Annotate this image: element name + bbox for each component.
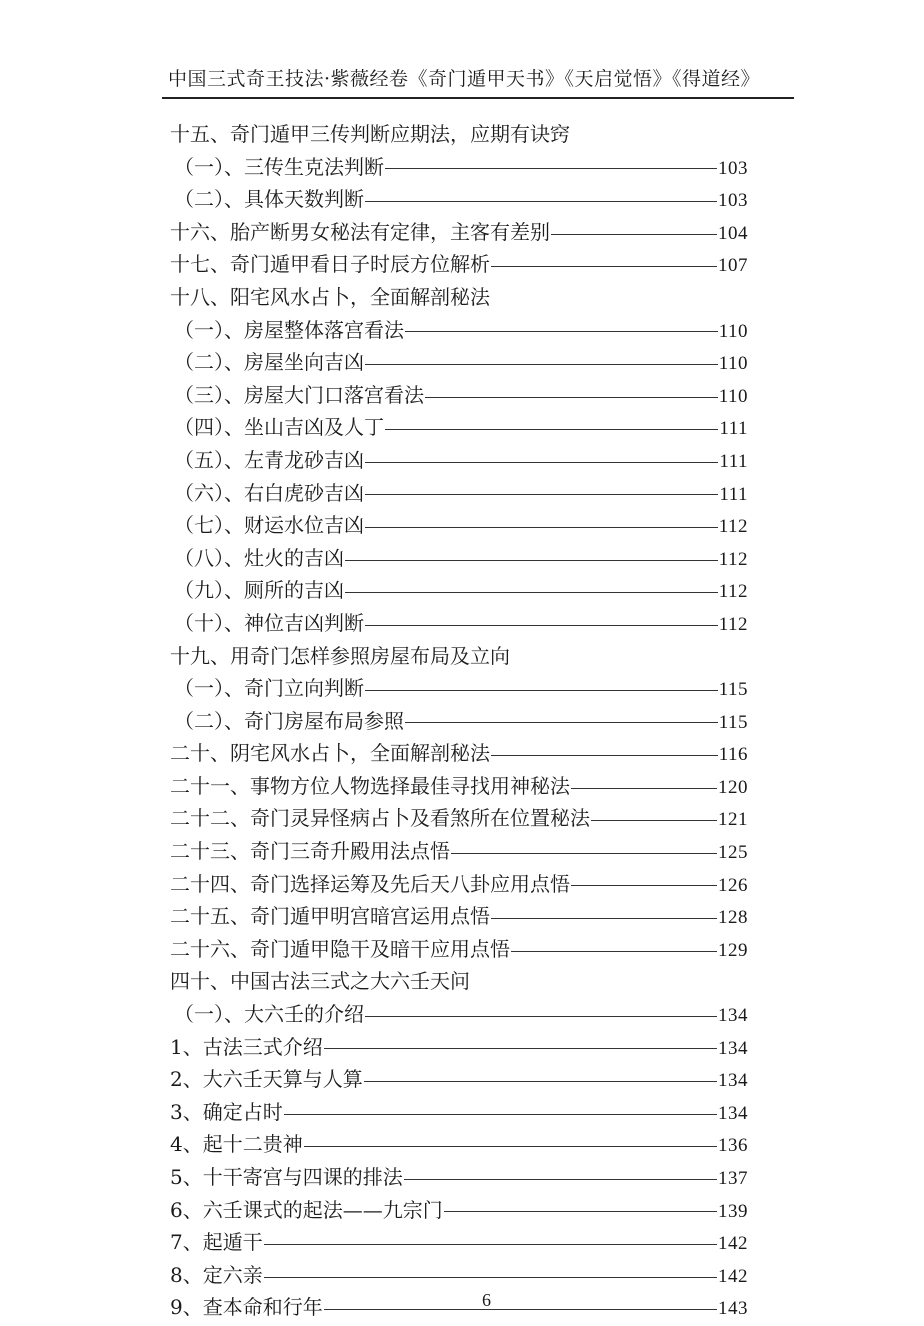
toc-entry-page: 112 — [718, 516, 748, 538]
toc-leader-line — [491, 266, 717, 267]
toc-leader-line — [491, 918, 717, 919]
toc-entry-title: （六）、右白虎砂吉凶 — [174, 480, 364, 505]
toc-leader-line — [571, 885, 717, 886]
toc-entry — [170, 1128, 748, 1161]
toc-entry — [170, 444, 748, 477]
toc-entry-title: 3、确定占时 — [170, 1099, 283, 1124]
toc-leader-line — [405, 331, 718, 332]
toc-entry — [170, 411, 748, 444]
toc-entry-title: 二十三、奇门三奇升殿用法点悟 — [170, 839, 450, 864]
toc-entry-title: （四）、坐山吉凶及人丁 — [174, 415, 384, 440]
toc-entry-page: 107 — [718, 255, 748, 277]
toc-entry-page: 134 — [718, 1005, 748, 1027]
toc-entry — [170, 346, 748, 379]
toc-entry-page: 104 — [718, 222, 748, 244]
toc-entry — [170, 1226, 748, 1259]
toc-leader-line — [365, 462, 718, 463]
toc-entry-title: 二十一、事物方位人物选择最佳寻找用神秘法 — [170, 773, 570, 798]
toc-leader-line — [551, 234, 717, 235]
toc-entry-page: 126 — [718, 874, 748, 896]
toc-entry-title: 6、六壬课式的起法——九宗门 — [170, 1197, 443, 1222]
toc-entry — [170, 1031, 748, 1064]
toc-entry — [170, 314, 748, 347]
toc-entry-title: 1、古法三式介绍 — [170, 1034, 323, 1059]
toc-entry-title: （三）、房屋大门口落宫看法 — [174, 382, 424, 407]
toc-entry-title: （七）、财运水位吉凶 — [174, 513, 364, 538]
toc-entry-page: 115 — [718, 711, 748, 733]
toc-entry — [170, 183, 748, 216]
toc-leader-line — [491, 755, 718, 756]
toc-entry-page: 111 — [719, 450, 748, 472]
toc-entry-title: 二十五、奇门遁甲明宫暗宫运用点悟 — [170, 904, 490, 929]
toc-leader-line — [345, 592, 718, 593]
toc-entry-page: 143 — [718, 1298, 748, 1320]
toc-entry-page: 137 — [718, 1168, 748, 1189]
toc-entry-title: 二十六、奇门遁甲隐干及暗干应用点悟 — [170, 936, 510, 961]
toc-entry — [170, 151, 748, 184]
toc-entry — [170, 868, 748, 901]
toc-entry — [170, 216, 748, 249]
toc-entry-title: （二）、房屋坐向吉凶 — [174, 350, 364, 375]
toc-entry-title: 十七、奇门遁甲看日子时辰方位解析 — [170, 252, 490, 277]
toc-entry-title: （五）、左青龙砂吉凶 — [174, 447, 364, 472]
toc-leader-line — [264, 1244, 717, 1245]
toc-entry — [170, 281, 748, 314]
toc-leader-line — [365, 201, 717, 202]
toc-entry-title: 2、大六壬天算与人算 — [170, 1067, 363, 1092]
toc-entry-page: 103 — [718, 157, 748, 179]
toc-entry — [170, 509, 748, 542]
toc-entry-title: （二）、奇门房屋布局参照 — [174, 708, 404, 733]
toc-leader-line — [365, 494, 718, 495]
page-number: 6 — [482, 1290, 491, 1310]
toc-entry-title: （一）、房屋整体落宫看法 — [174, 317, 404, 342]
toc-entry — [170, 705, 748, 738]
toc-entry-title: 7、起遁干 — [170, 1230, 263, 1255]
toc-leader-line — [364, 1081, 717, 1082]
toc-entry — [170, 1161, 748, 1194]
toc-entry-title: 十九、用奇门怎样参照房屋布局及立向 — [170, 643, 510, 668]
toc-entry-title: 4、起十二贵神 — [170, 1132, 303, 1157]
header-rule — [162, 97, 794, 99]
toc-entry-page: 134 — [718, 1037, 748, 1059]
toc-entry — [170, 835, 748, 868]
toc-entry-title: （一）、大六壬的介绍 — [174, 1002, 364, 1027]
toc-entry-title: （一）、奇门立向判断 — [174, 676, 364, 701]
toc-leader-line — [264, 1277, 717, 1278]
toc-entry-page: 134 — [718, 1102, 748, 1124]
toc-entry — [170, 607, 748, 640]
toc-leader-line — [365, 625, 718, 626]
toc-entry — [170, 248, 748, 281]
toc-leader-line — [365, 690, 718, 691]
toc-entry — [170, 965, 748, 998]
toc-entry — [170, 1194, 748, 1227]
toc-entry — [170, 118, 748, 151]
toc-entry — [170, 998, 748, 1031]
toc-leader-line — [405, 722, 718, 723]
toc-entry-title: （一）、三传生克法判断 — [174, 154, 384, 179]
toc-entry-page: 112 — [718, 548, 748, 570]
toc-leader-line — [304, 1146, 717, 1147]
toc-entry-page: 125 — [718, 842, 748, 864]
toc-entry-page: 129 — [718, 939, 748, 961]
toc-entry-page: 111 — [719, 418, 748, 440]
toc-entry-title: （十）、神位吉凶判断 — [174, 610, 364, 635]
toc-entry — [170, 900, 748, 933]
toc-leader-line — [324, 1309, 717, 1310]
toc-leader-line — [385, 168, 717, 169]
toc-entry-page: 112 — [718, 613, 748, 635]
toc-leader-line — [324, 1048, 717, 1049]
toc-entry-page: 111 — [719, 483, 748, 505]
toc-entry-page: 136 — [718, 1135, 748, 1157]
toc-entry — [170, 1259, 748, 1292]
toc-entry — [170, 933, 748, 966]
toc-entry — [170, 379, 748, 412]
toc-entry — [170, 542, 748, 575]
toc-entry-title: 二十二、奇门灵异怪病占卜及看煞所在位置秘法 — [170, 806, 590, 831]
toc-entry-title: 四十、中国古法三式之大六壬天问 — [170, 969, 470, 994]
toc-leader-line — [404, 1179, 717, 1180]
toc-entry-title: 二十、阴宅风水占卜，全面解剖秘法 — [170, 741, 490, 766]
toc-entry-title: 8、定六亲 — [170, 1262, 263, 1287]
toc-leader-line — [365, 527, 718, 528]
toc-entry — [170, 574, 748, 607]
toc-entry-title: （九）、厕所的吉凶 — [174, 578, 344, 603]
toc-entry-page: 115 — [718, 679, 748, 701]
toc-leader-line — [511, 951, 717, 952]
toc-entry-page: 110 — [718, 385, 748, 407]
toc-leader-line — [444, 1211, 717, 1212]
toc-entry — [170, 1291, 748, 1324]
toc-entry-page: 112 — [718, 581, 748, 603]
toc-entry — [170, 737, 748, 770]
toc-entry — [170, 1063, 748, 1096]
toc-entry — [170, 672, 748, 705]
toc-entry-page: 142 — [718, 1265, 748, 1287]
toc-entry — [170, 1096, 748, 1129]
toc-entry-page: 139 — [718, 1200, 748, 1222]
toc-entry — [170, 640, 748, 673]
toc-entry-page: 121 — [718, 809, 748, 831]
toc-leader-line — [345, 560, 718, 561]
toc-entry-page: 120 — [718, 776, 748, 798]
toc-entry — [170, 477, 748, 510]
toc-entry-title: 5、十干寄宫与四课的排法 — [170, 1165, 403, 1189]
toc-leader-line — [385, 429, 718, 430]
toc-entry-page: 142 — [718, 1233, 748, 1255]
toc-entry-title: 十八、阳宅风水占卜，全面解剖秘法 — [170, 284, 490, 309]
toc-entry — [170, 770, 748, 803]
running-header: 中国三式奇王技法·紫薇经卷《奇门遁甲天书》《天启觉悟》《得道经》 — [168, 68, 761, 90]
toc-leader-line — [365, 1016, 717, 1017]
toc-entry-title: 二十四、奇门选择运筹及先后天八卦应用点悟 — [170, 871, 570, 896]
toc-leader-line — [284, 1114, 717, 1115]
toc-entry-title: 9、查本命和行年 — [170, 1295, 323, 1320]
toc-entry-page: 134 — [718, 1070, 748, 1092]
table-of-contents — [170, 118, 748, 1324]
toc-entry — [170, 802, 748, 835]
toc-leader-line — [571, 788, 717, 789]
toc-entry-title: 十五、奇门遁甲三传判断应期法，应期有诀窍 — [170, 122, 570, 146]
toc-leader-line — [365, 364, 718, 365]
toc-entry-title: （八）、灶火的吉凶 — [174, 545, 344, 570]
toc-entry-page: 110 — [718, 353, 748, 375]
toc-entry-title: 十六、胎产断男女秘法有定律，主客有差别 — [170, 219, 550, 244]
toc-entry-page: 128 — [718, 907, 748, 929]
toc-entry-page: 103 — [718, 190, 748, 212]
toc-entry-page: 110 — [718, 320, 748, 342]
toc-entry-page: 116 — [718, 744, 748, 766]
toc-leader-line — [451, 853, 717, 854]
toc-leader-line — [591, 820, 717, 821]
toc-entry-title: （二）、具体天数判断 — [174, 187, 364, 212]
toc-leader-line — [425, 397, 718, 398]
